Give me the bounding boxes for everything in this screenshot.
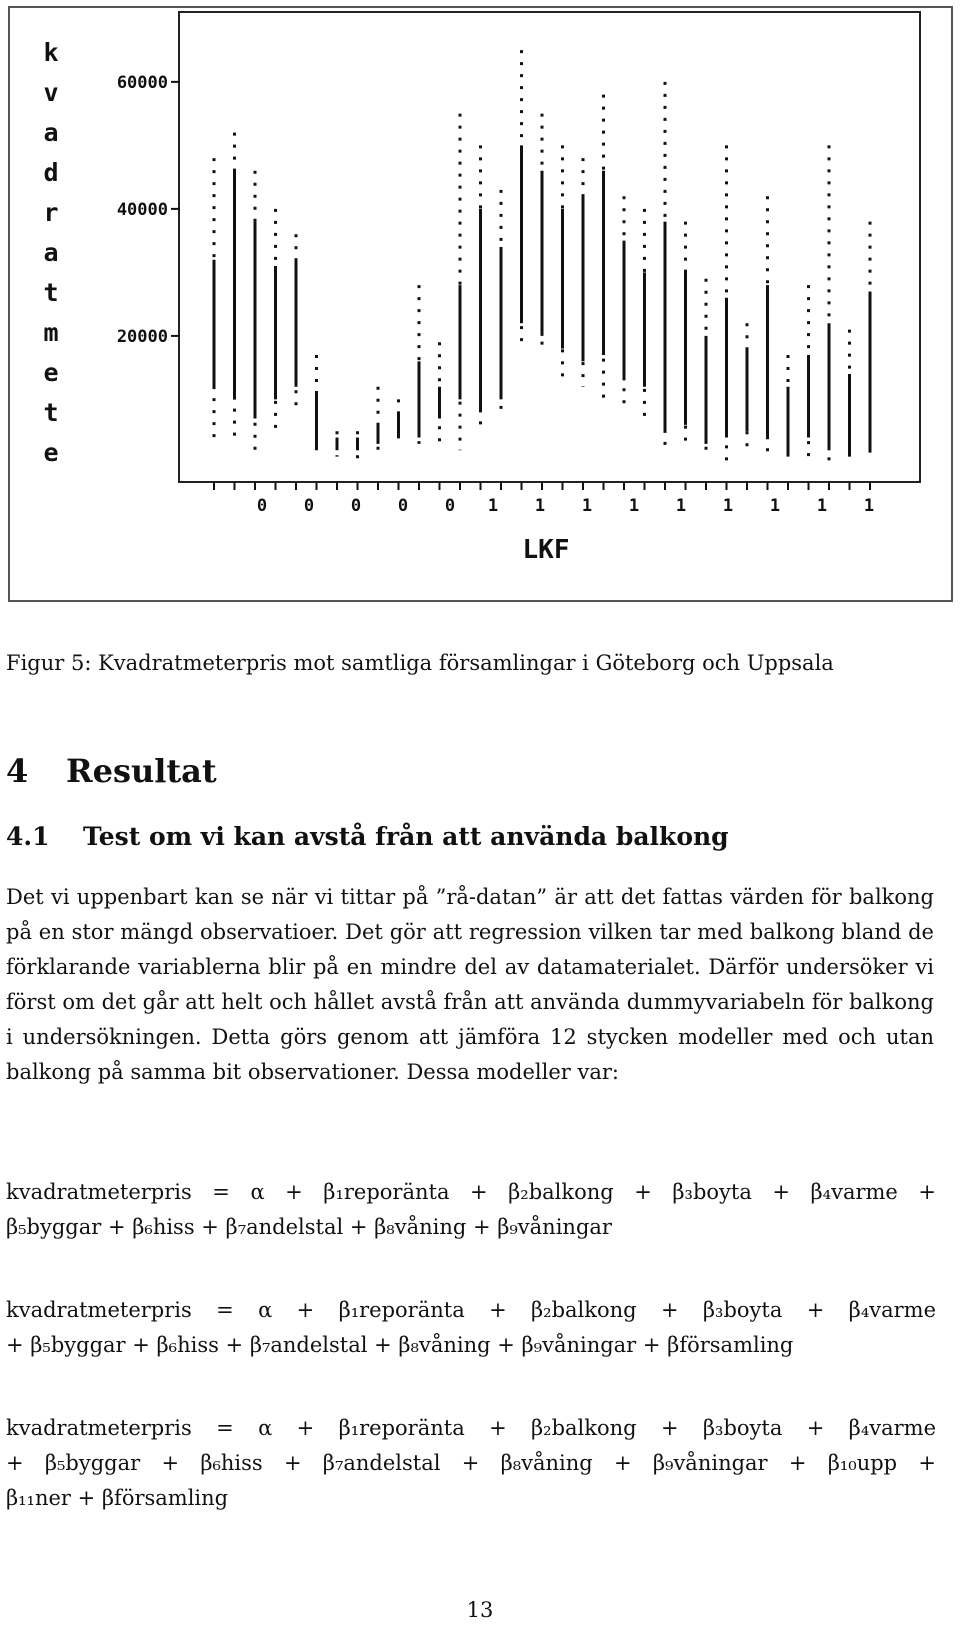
x-tick-label: 1 [628, 496, 640, 516]
y-axis-label-letter: t [43, 278, 59, 307]
y-axis-label-letter: e [43, 358, 59, 387]
x-tick-label: 1 [675, 496, 687, 516]
scatter-chart [8, 6, 953, 602]
equation-1 [6, 1175, 936, 1245]
y-axis-label [43, 38, 58, 467]
y-axis-label-letter: v [43, 78, 59, 107]
equation-2-line-2: + β₅byggar + β₆hiss + β₇andelstal + β₈våning + β₉våningar + βförsamling [6, 1333, 794, 1357]
y-axis-label-letter: a [43, 238, 59, 267]
equation-1-line-2: β₅byggar + β₆hiss + β₇andelstal + β₈våning + β₉våningar [6, 1215, 612, 1239]
x-tick-label: 1 [769, 496, 781, 516]
page-number: 13 [466, 1598, 494, 1622]
x-tick-label: 1 [581, 496, 593, 516]
x-tick-label: 1 [487, 496, 499, 516]
subsection-title: Test om vi kan avstå från att använda balkong [83, 822, 729, 851]
x-tick-label: 1 [534, 496, 546, 516]
x-tick-label: 0 [256, 496, 268, 516]
x-tick-label: 1 [722, 496, 734, 516]
section-heading [6, 752, 217, 790]
equation-3-line-2: + β₅byggar + β₆hiss + β₇andelstal + β₈våning + β₉våningar + β₁₀upp + [6, 1451, 936, 1475]
y-axis-label-letter: t [43, 398, 59, 427]
section-title: Resultat [66, 752, 217, 790]
figure-caption: Figur 5: Kvadratmeterpris mot samtliga församlingar i Göteborg och Uppsala [6, 651, 834, 675]
equation-3-line-1: kvadratmeterpris = α + β₁reporänta + β₂balkong + β₃boyta + β₄varme [6, 1416, 936, 1440]
y-tick-label: 40000 [116, 199, 168, 220]
subsection-number: 4.1 [6, 822, 50, 851]
x-tick-label: 1 [816, 496, 828, 516]
y-axis-label-letter: m [43, 318, 59, 347]
y-axis-label-letter: a [43, 118, 59, 147]
equation-1-line-1: kvadratmeterpris = α + β₁reporänta + β₂balkong + β₃boyta + β₄varme + [6, 1180, 936, 1204]
x-tick-label: 0 [444, 496, 456, 516]
x-tick-label: 0 [350, 496, 362, 516]
x-tick-label: 1 [863, 496, 875, 516]
body-paragraph: Det vi uppenbart kan se när vi tittar på ”rå-datan” är att det fattas värden för balkong på en stor mängd observatioer. Det gör att regression vilken tar med balkong bland de förklarande variablerna blir på en mindre del av datamaterialet. Därför undersöker vi först om det går att helt och hållet avstå från att använda dummyvariabeln för balkong i undersökningen. Detta görs genom att jämföra 12 stycken modeller med och utan balkong på samma bit observationer. Dessa modeller var: [6, 885, 934, 1084]
y-axis-label-letter: d [43, 158, 59, 187]
equation-2-line-1: kvadratmeterpris = α + β₁reporänta + β₂balkong + β₃boyta + β₄varme [6, 1298, 936, 1322]
section-number: 4 [6, 752, 29, 790]
y-axis-label-letter: k [43, 38, 59, 67]
x-tick-label: 0 [303, 496, 315, 516]
figure-5 [8, 6, 953, 602]
equation-3 [6, 1411, 936, 1516]
equation-2 [6, 1293, 936, 1363]
subsection-heading [6, 822, 729, 851]
y-axis-label-letter: e [43, 438, 59, 467]
y-tick-label: 60000 [116, 72, 168, 93]
y-axis-label-letter: r [43, 198, 59, 227]
y-tick-label: 20000 [116, 326, 168, 347]
equation-3-line-3: β₁₁ner + βförsamling [6, 1486, 229, 1510]
x-axis-label: LKF [522, 535, 570, 565]
x-tick-label: 0 [397, 496, 409, 516]
